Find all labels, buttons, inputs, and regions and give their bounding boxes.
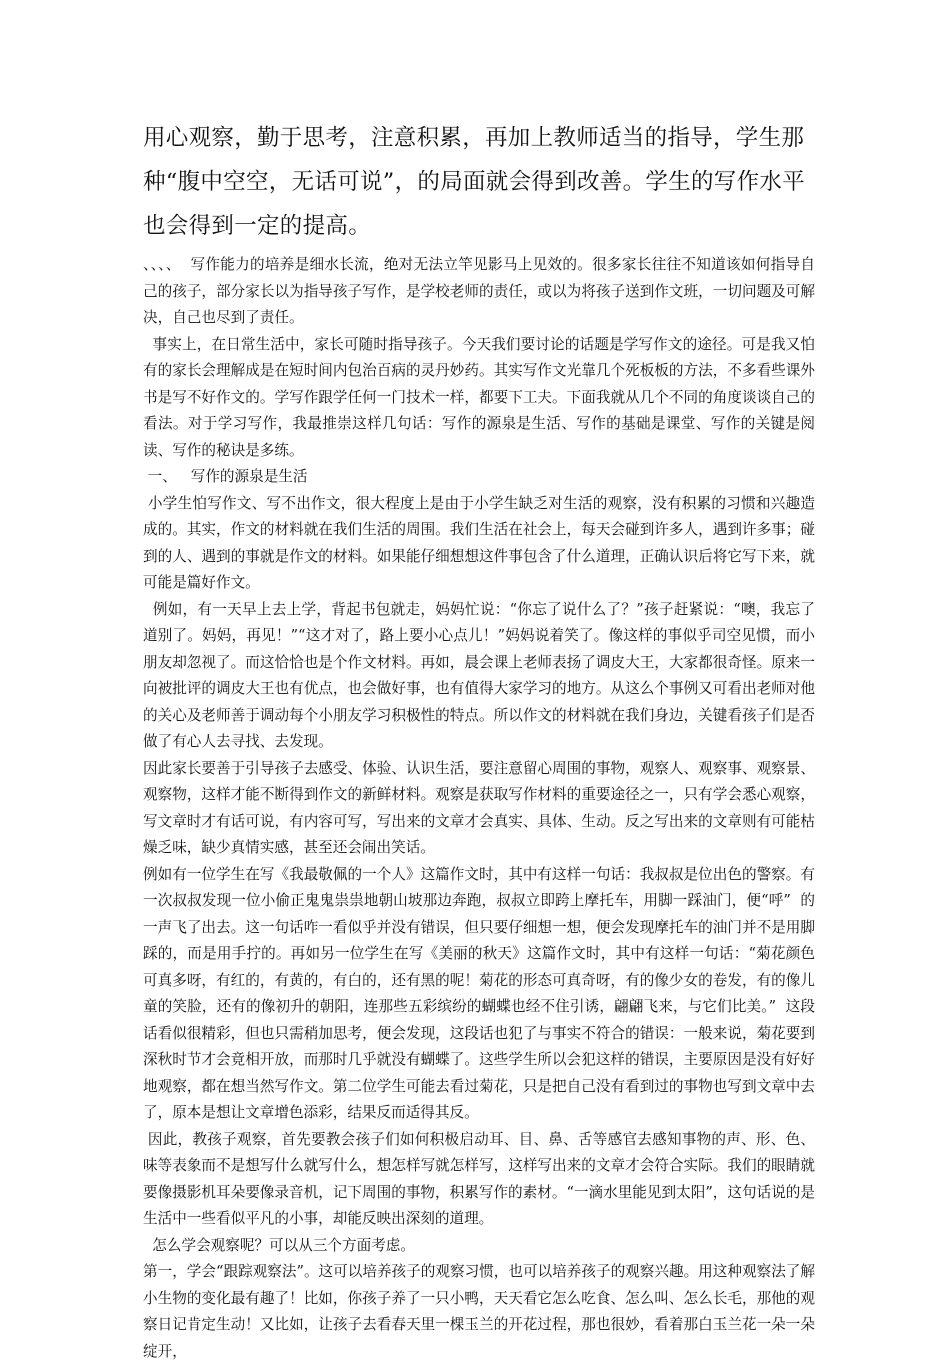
paragraph-3: 小学生怕写作文、写不出作文，很大程度上是由于小学生缺乏对生活的观察，没有积累的习惯和兴趣造成的。其实，作文的材料就在我们生活的周围。我们生活在社会上，每天会碰到许多人，遇到许多事；碰到的人、遇到的事就是作文的材料。如果能仔细想想这件事包含了什么道理，正确认识后将它写下来，就可能是篇好作文。 (143, 494, 816, 591)
lead-paragraph: 用心观察，勤于思考，注意积累，再加上教师适当的指导，学生那种“腹中空空，无话可说”，的局面就会得到改善。学生的写作水平也会得到一定的提高。 (143, 125, 806, 239)
paragraph-9: 第一，学会“跟踪观察法”。这可以培养孩子的观察习惯，也可以培养孩子的观察兴趣。用这种观察法了解小生物的变化最有趣了！比如，你孩子养了一只小鸭，天天看它怎么吃食、怎么叫、怎么长毛，那他的观察日记肯定生动！又比如，让孩子去看春天里一棵玉兰的开花过程，那也很妙，看着那白玉兰花一朵一朵绽开， (143, 1263, 815, 1360)
paragraph-7: 因此，教孩子观察，首先要教会孩子们如何积极启动耳、目、鼻、舌等感官去感知事物的声、形、色、味等表象而不是想写什么就写什么，想怎样写就怎样写，这样写出来的文章才会符合实际。我们的眼睛就要像摄影机耳朵要像录音机，记下周围的事物，积累写作的素材。“一滴水里能见到太阳”，这句话说的是生活中一些看似平凡的小事，却能反映出深刻的道理。 (143, 1130, 816, 1227)
section-heading-1: 一、 写作的源泉是生活 (143, 468, 308, 485)
document-page (143, 116, 815, 1365)
paragraph-1: 、、、、 写作能力的培养是细水长流，绝对无法立竿见影马上见效的。很多家长往往不知道该如何指导自己的孩子，部分家长以为指导孩子写作，是学校老师的责任，或以为将孩子送到作文班，一切问题及可解决，自己也尽到了责任。 (143, 256, 815, 326)
paragraph-2: 事实上，在日常生活中，家长可随时指导孩子。今天我们要讨论的话题是学写作文的途径。可是我又怕有的家长会理解成是在短时间内包治百病的灵丹妙药。其实写作文光靠几个死板板的方法，不多看些课外书是写不好作文的。学写作跟学任何一门技术一样，都要下工夫。下面我就从几个不同的角度谈谈自己的看法。对于学习写作，我最推崇这样几句话：写作的源泉是生活、写作的基础是课堂、写作的关键是阅读、写作的秘诀是多练。 (143, 335, 815, 459)
paragraph-8: 怎么学会观察呢？可以从三个方面考虑。 (143, 1236, 415, 1254)
paragraph-6: 例如有一位学生在写《我最敬佩的一个人》这篇作文时，其中有这样一句话：我叔叔是位出色的警察。有一次叔叔发现一位小偷正鬼鬼祟祟地朝山坡那边奔跑，叔叔立即跨上摩托车，用脚一踩油门，便“呼” 的一声飞了出去。这一句话咋一看似乎并没有错误，但只要仔细想一想，便会发现摩托车的油门并不是用脚踩的，而是用手拧的。再如另一位学生在写《美丽的秋天》这篇作文时，其中有这样一句话：“菊花颜色可真多呀，有红的，有黄的，有白的，还有黑的呢！菊花的形态可真奇呀，有的像少女的卷发，有的像儿童的笑脸，还有的像初升的朝阳，连那些五彩缤纷的蝴蝶也经不住引诱，翩翩飞来，与它们比美。” 这段话看似很精彩，但也只需稍加思考，便会发现，这段话也犯了与事实不符合的错误：一般来说，菊花要到深秋时节才会竟相开放，而那时几乎就没有蝴蝶了。这些学生所以会犯这样的错误，主要原因是没有好好地观察，都在想当然写作文。第二位学生可能去看过菊花，只是把自己没有看到过的事物也写到文章中去了，原本是想让文章增色添彩，结果反而适得其反。 (143, 865, 815, 1121)
paragraph-5: 因此家长要善于引导孩子去感受、体验、认识生活，要注意留心周围的事物，观察人、观察事、观察景、观察物，这样才能不断得到作文的新鲜材料。观察是获取写作材料的重要途径之一，只有学会悉心观察，写文章时才有话可说，有内容可写，写出来的文章才会真实、具体、生动。反之写出来的文章则有可能枯燥乏味，缺少真情实感，甚至还会闹出笑话。 (143, 759, 815, 856)
paragraph-4: 例如，有一天早上去上学，背起书包就走，妈妈忙说：“你忘了说什么了？”孩子赶紧说：“噢，我忘了道别了。妈妈，再见！”“这才对了，路上要小心点儿！”妈妈说着笑了。像这样的事似乎司空见惯，而小朋友却忽视了。而这恰恰也是个作文材料。再如，晨会课上老师表扬了调皮大王，大家都很奇怪。原来一向被批评的调皮大王也有优点，也会做好事，也有值得大家学习的地方。从这么个事例又可看出老师对他的关心及老师善于调动每个小朋友学习积极性的特点。所以作文的材料就在我们身边，关键看孩子们是否做了有心人去寻找、去发现。 (143, 600, 815, 750)
